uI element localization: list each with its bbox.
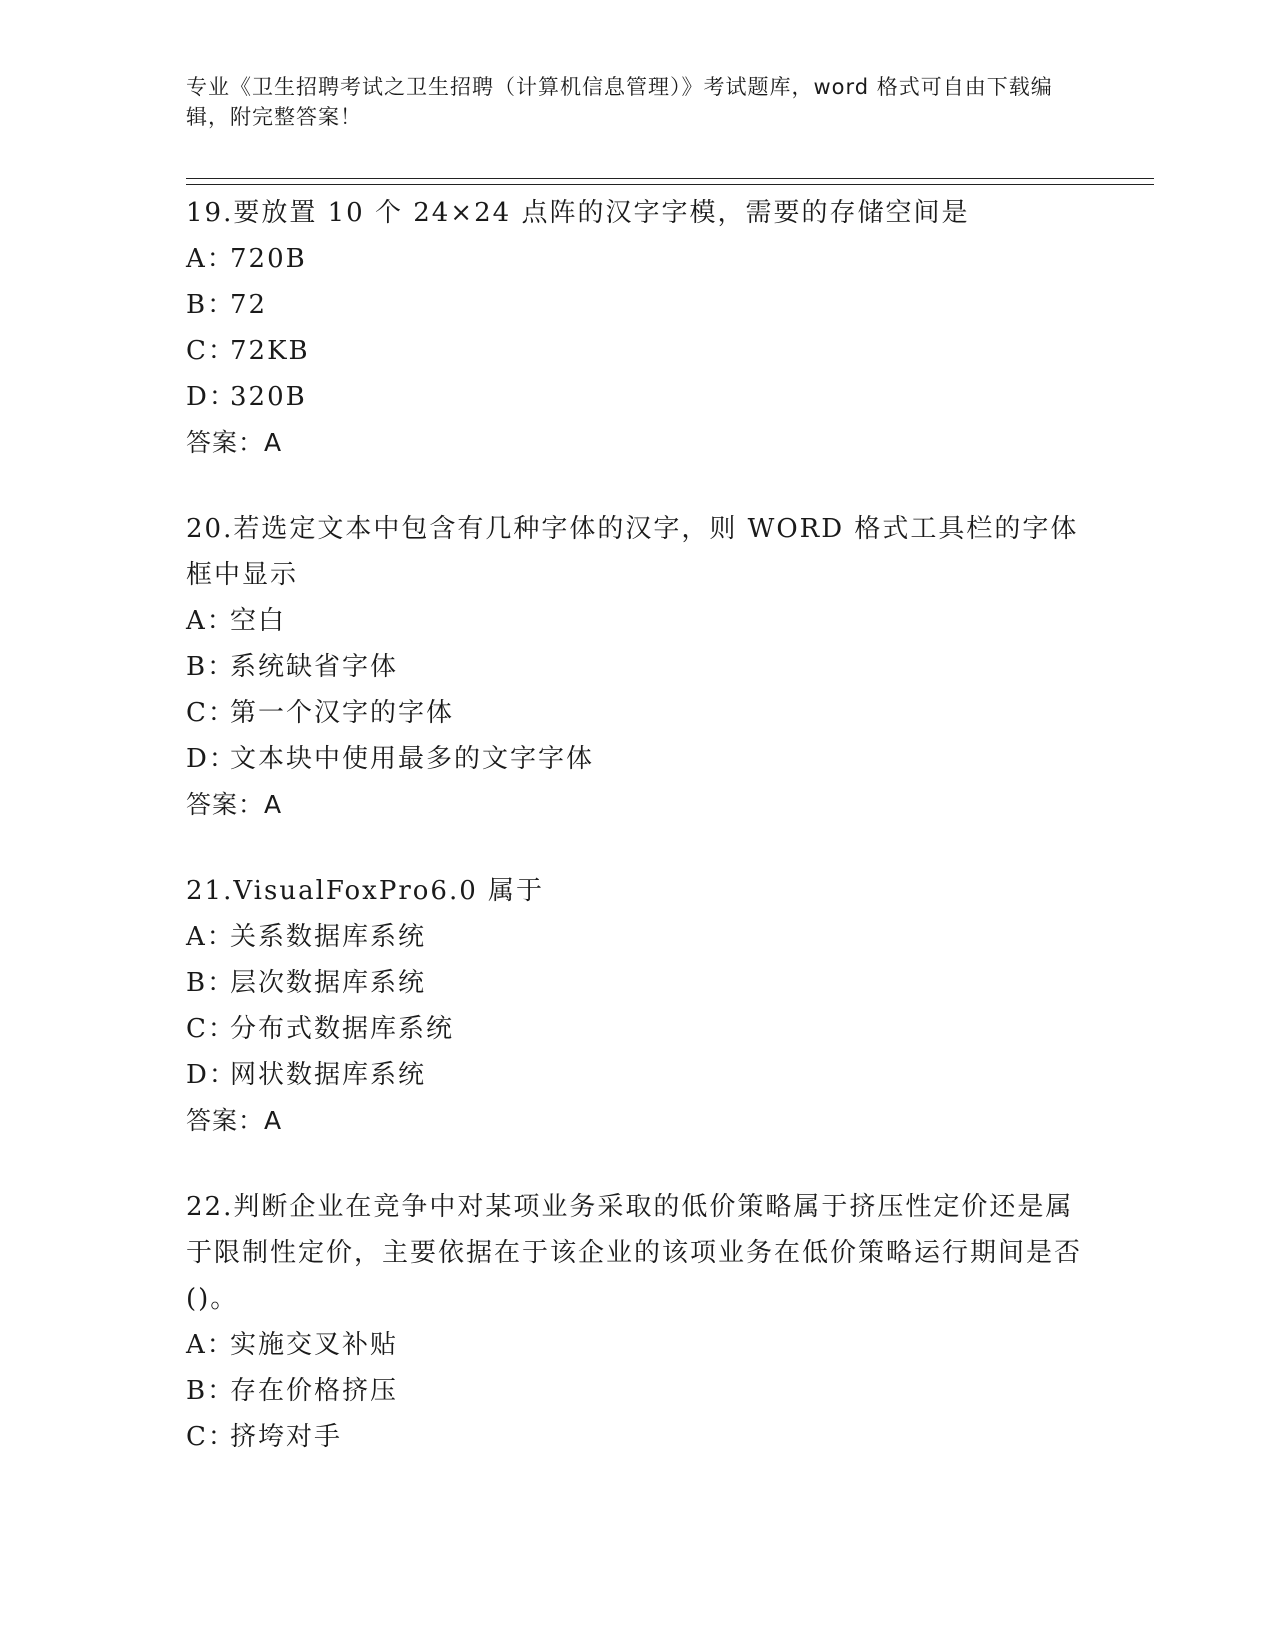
option-text: 系统缺省字体 (230, 652, 399, 682)
option-letter: B： (186, 652, 236, 682)
option-text: 网状数据库系统 (230, 1060, 427, 1090)
option-b (186, 644, 1086, 690)
question-stem: 22.判断企业在竞争中对某项业务采取的低价策略属于挤压性定价还是属于限制性定价，主要依据在于该企业的该项业务在低价策略运行期间是否()。 (186, 1192, 1083, 1314)
option-a (186, 598, 1086, 644)
document-header: 专业《卫生招聘考试之卫生招聘（计算机信息管理）》考试题库，word 格式可自由下载编辑，附完整答案！ (186, 75, 1053, 129)
option-text: 空白 (230, 606, 287, 636)
option-letter: C： (186, 336, 236, 366)
option-letter: B： (186, 1376, 236, 1406)
option-b (186, 1368, 1086, 1414)
question-list (186, 190, 1086, 1500)
option-text: 层次数据库系统 (230, 968, 427, 998)
option-text: 关系数据库系统 (230, 922, 427, 952)
header-divider-top (186, 178, 1154, 179)
question-stem: 21.VisualFoxPro6.0 属于 (186, 876, 545, 906)
option-b (186, 282, 1086, 328)
question-21 (186, 868, 1086, 1144)
option-text: 实施交叉补贴 (230, 1330, 399, 1360)
option-letter: D： (186, 744, 237, 774)
option-c (186, 690, 1086, 736)
option-text: 分布式数据库系统 (230, 1014, 455, 1044)
option-a (186, 1322, 1086, 1368)
option-text: 存在价格挤压 (230, 1376, 399, 1406)
option-a (186, 914, 1086, 960)
option-d (186, 1052, 1086, 1098)
answer-line: 答案：A (186, 428, 283, 457)
option-b (186, 960, 1086, 1006)
option-letter: A： (186, 1330, 235, 1360)
option-c (186, 1414, 1086, 1460)
answer-line: 答案：A (186, 1106, 283, 1135)
option-letter: D： (186, 1060, 237, 1090)
header-divider-bottom (186, 184, 1154, 185)
question-stem: 20.若选定文本中包含有几种字体的汉字，则 WORD 格式工具栏的字体框中显示 (186, 514, 1079, 590)
option-letter: A： (186, 922, 235, 952)
option-d (186, 374, 1086, 420)
question-19 (186, 190, 1086, 466)
question-22 (186, 1184, 1086, 1460)
answer-line: 答案：A (186, 790, 283, 819)
option-c (186, 328, 1086, 374)
option-letter: C： (186, 1014, 236, 1044)
option-letter: B： (186, 290, 236, 320)
option-text: 320B (230, 382, 307, 412)
option-text: 挤垮对手 (230, 1422, 343, 1452)
option-letter: C： (186, 698, 236, 728)
option-text: 72 (230, 290, 268, 320)
option-letter: D： (186, 382, 237, 412)
option-a (186, 236, 1086, 282)
option-d (186, 736, 1086, 782)
option-text: 第一个汉字的字体 (230, 698, 455, 728)
question-stem: 19.要放置 10 个 24×24 点阵的汉字字模，需要的存储空间是 (186, 198, 970, 228)
option-c (186, 1006, 1086, 1052)
option-letter: A： (186, 244, 235, 274)
option-letter: A： (186, 606, 235, 636)
option-text: 720B (230, 244, 307, 274)
option-letter: C： (186, 1422, 236, 1452)
option-text: 文本块中使用最多的文字字体 (230, 744, 595, 774)
option-text: 72KB (230, 336, 310, 366)
question-20 (186, 506, 1086, 828)
option-letter: B： (186, 968, 236, 998)
